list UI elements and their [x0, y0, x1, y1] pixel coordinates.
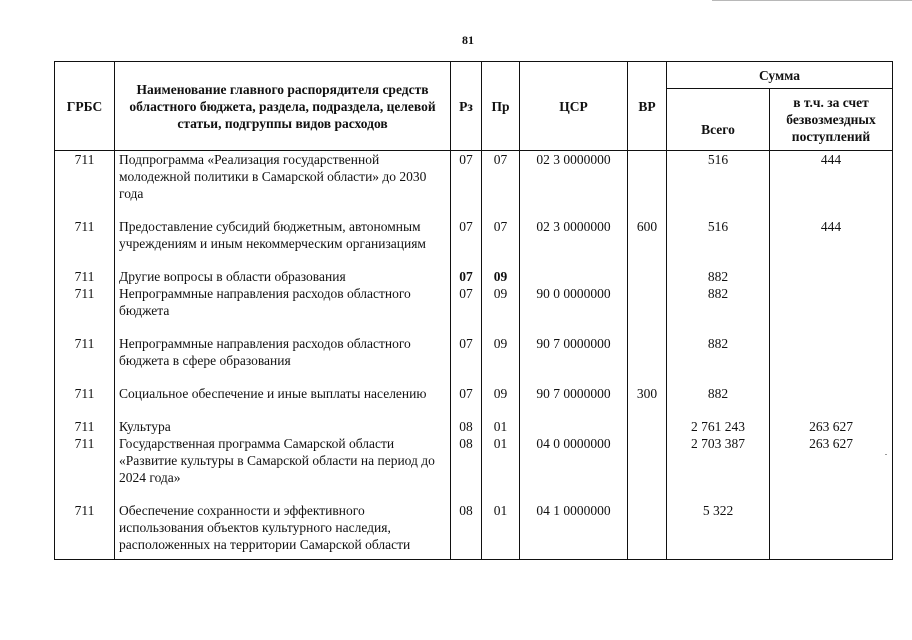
- cell-gratuitous: [770, 268, 893, 285]
- cell-name: Непрограммные направления расходов областного бюджета: [115, 285, 451, 335]
- cell-name: Непрограммные направления расходов областного бюджета в сфере образования: [115, 335, 451, 385]
- header-total: Всего: [667, 89, 770, 151]
- cell-grbs: 711: [55, 335, 115, 385]
- cell-csr: 04 1 0000000: [520, 502, 628, 560]
- cell-name: Обеспечение сохранности и эффективного использования объектов культурного наследия, расположенных на территории Самарской области: [115, 502, 451, 560]
- cell-gratuitous: 444: [770, 218, 893, 268]
- cell-pr: 07: [482, 218, 520, 268]
- cell-grbs: 711: [55, 418, 115, 435]
- cell-vr: 600: [628, 218, 667, 268]
- cell-vr: [628, 151, 667, 219]
- table-row: [55, 335, 893, 385]
- cell-gratuitous: 444: [770, 151, 893, 219]
- cell-vr: [628, 268, 667, 285]
- cell-total: 5 322: [667, 502, 770, 560]
- header-vr: ВР: [628, 62, 667, 151]
- cell-total: 882: [667, 385, 770, 418]
- cell-csr: 90 7 0000000: [520, 335, 628, 385]
- cell-grbs: 711: [55, 385, 115, 418]
- table-row: [55, 218, 893, 268]
- header-sum: Сумма: [667, 62, 893, 89]
- cell-rz: 07: [451, 151, 482, 219]
- cell-gratuitous: 263 627: [770, 435, 893, 502]
- header-csr: ЦСР: [520, 62, 628, 151]
- cell-csr: 90 7 0000000: [520, 385, 628, 418]
- cell-vr: [628, 435, 667, 502]
- cell-rz: 07: [451, 268, 482, 285]
- cell-gratuitous: [770, 285, 893, 335]
- cell-rz: 08: [451, 502, 482, 560]
- cell-vr: 300: [628, 385, 667, 418]
- cell-grbs: 711: [55, 285, 115, 335]
- cell-grbs: 711: [55, 435, 115, 502]
- cell-name: Социальное обеспечение и иные выплаты населению: [115, 385, 451, 418]
- cell-total: 516: [667, 151, 770, 219]
- cell-vr: [628, 418, 667, 435]
- cell-pr: 01: [482, 418, 520, 435]
- cell-gratuitous: [770, 502, 893, 560]
- cell-pr: 01: [482, 502, 520, 560]
- cell-gratuitous: [770, 385, 893, 418]
- cell-name: Другие вопросы в области образования: [115, 268, 451, 285]
- table-row: [55, 268, 893, 285]
- page-number: 81: [462, 33, 474, 47]
- cell-grbs: 711: [55, 218, 115, 268]
- cell-total: 516: [667, 218, 770, 268]
- cell-rz: 07: [451, 218, 482, 268]
- header-pr: Пр: [482, 62, 520, 151]
- budget-table: [54, 61, 893, 560]
- cell-name: Подпрограмма «Реализация государственной молодежной политики в Самарской области» до 2030 года: [115, 151, 451, 219]
- header-gratuitous: в т.ч. за счет безвозмездных поступлений: [770, 89, 893, 151]
- cell-gratuitous: [770, 335, 893, 385]
- cell-pr: 09: [482, 385, 520, 418]
- scan-speck: [885, 454, 887, 455]
- header-name: Наименование главного распорядителя средств областного бюджета, раздела, подраздела, целевой статьи, подгруппы видов расходов: [115, 62, 451, 151]
- cell-total: 2 703 387: [667, 435, 770, 502]
- cell-pr: 09: [482, 285, 520, 335]
- cell-name: Культура: [115, 418, 451, 435]
- table-row: [55, 435, 893, 502]
- cell-csr: [520, 268, 628, 285]
- header-rz: Рз: [451, 62, 482, 151]
- cell-pr: 09: [482, 335, 520, 385]
- cell-total: 882: [667, 285, 770, 335]
- cell-name: Государственная программа Самарской области «Развитие культуры в Самарской области на период до 2024 года»: [115, 435, 451, 502]
- cell-grbs: 711: [55, 151, 115, 219]
- cell-name: Предоставление субсидий бюджетным, автономным учреждениям и иным некоммерческим организациям: [115, 218, 451, 268]
- cell-total: 2 761 243: [667, 418, 770, 435]
- cell-csr: 02 3 0000000: [520, 218, 628, 268]
- cell-rz: 08: [451, 418, 482, 435]
- cell-vr: [628, 285, 667, 335]
- cell-gratuitous: 263 627: [770, 418, 893, 435]
- scan-edge-line: [712, 0, 912, 1]
- cell-total: 882: [667, 335, 770, 385]
- table-row: [55, 502, 893, 560]
- cell-csr: 02 3 0000000: [520, 151, 628, 219]
- cell-pr: 09: [482, 268, 520, 285]
- table-row: [55, 285, 893, 335]
- table-row: [55, 418, 893, 435]
- cell-rz: 07: [451, 285, 482, 335]
- cell-pr: 01: [482, 435, 520, 502]
- cell-grbs: 711: [55, 268, 115, 285]
- cell-csr: 04 0 0000000: [520, 435, 628, 502]
- cell-rz: 07: [451, 335, 482, 385]
- cell-csr: [520, 418, 628, 435]
- table-row: [55, 151, 893, 219]
- cell-rz: 07: [451, 385, 482, 418]
- cell-pr: 07: [482, 151, 520, 219]
- cell-csr: 90 0 0000000: [520, 285, 628, 335]
- table-body: [55, 151, 893, 560]
- cell-rz: 08: [451, 435, 482, 502]
- cell-grbs: 711: [55, 502, 115, 560]
- cell-total: 882: [667, 268, 770, 285]
- cell-vr: [628, 502, 667, 560]
- cell-vr: [628, 335, 667, 385]
- table-row: [55, 385, 893, 418]
- header-grbs: ГРБС: [55, 62, 115, 151]
